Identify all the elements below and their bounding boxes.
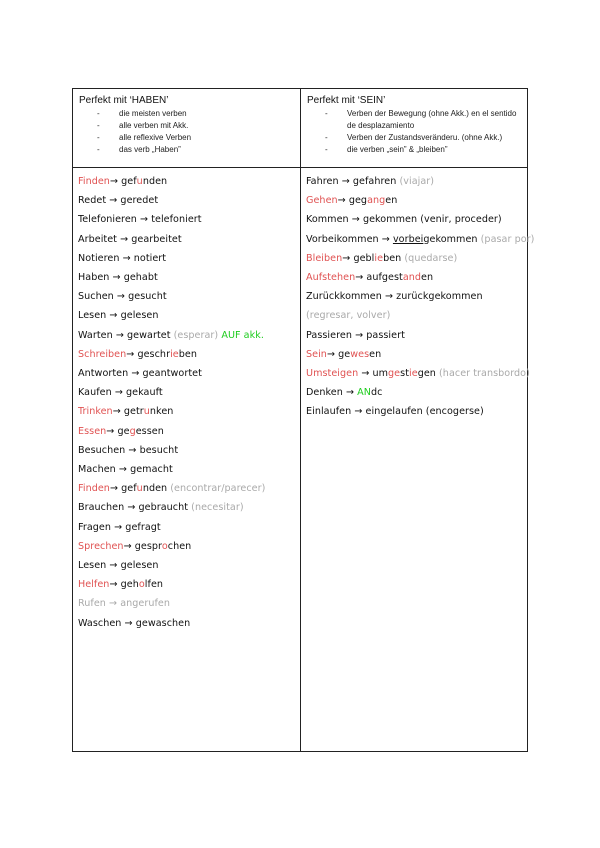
verb-text-segment: en: [421, 272, 434, 284]
verb-text-segment: en: [385, 195, 398, 207]
verb-text-segment: (quedarse): [404, 252, 458, 264]
verb-entry: [78, 210, 295, 229]
verb-text-segment: Umsteigen: [306, 368, 359, 380]
perfekt-table: [72, 88, 535, 752]
verb-entry: [306, 268, 522, 287]
verb-text-segment: u: [136, 176, 143, 187]
sein-verbs-cell: [301, 168, 535, 752]
verb-text-segment: Telefonieren → telefoniert: [78, 214, 202, 226]
verb-text-segment: (pasar por): [480, 233, 535, 245]
verb-text-segment: → geschr: [126, 348, 171, 360]
verb-text-segment: wes: [350, 348, 370, 360]
verb-text-segment: Notieren → notiert: [78, 252, 167, 264]
verb-text-segment: Machen → gemacht: [78, 464, 173, 476]
sein-rule: - Verben der Bewegung (ohne Akk.) en el sentido de desplazamiento: [325, 109, 517, 130]
body-row: [73, 168, 528, 752]
verb-text-segment: Zurückkommen → zurückgekommen: [306, 291, 483, 303]
verb-text-segment: Schreiben: [78, 348, 127, 360]
haben-verbs-cell: [73, 168, 301, 752]
verb-text-segment: Fragen → gefragt: [78, 521, 161, 533]
verb-text-segment: essen: [135, 425, 164, 437]
verb-text-segment: Essen: [78, 425, 107, 437]
haben-rules-list: [79, 108, 294, 156]
verb-entry: [306, 402, 522, 421]
verb-text-segment: Haben → gehabt: [78, 272, 158, 284]
verb-entry: [78, 441, 295, 460]
verb-text-segment: chen: [167, 540, 192, 552]
verb-entry: [78, 249, 295, 268]
verb-text-segment: Rufen → angerufen: [78, 598, 170, 610]
verb-text-segment: o: [161, 540, 168, 552]
haben-title: Perfekt mit ‘HABEN’: [79, 95, 169, 106]
verb-entry: [306, 326, 522, 345]
verb-text-segment: Kaufen → gekauft: [78, 387, 163, 399]
verb-text-segment: Vorbeikommen →: [306, 233, 393, 245]
verb-text-segment: Besuchen → besucht: [78, 444, 179, 456]
verb-entry: [78, 383, 295, 402]
verb-entry: [78, 575, 295, 594]
haben-rule: - alle verben mit Akk.: [97, 121, 189, 130]
header-row: [73, 89, 528, 168]
verb-text-segment: → gef: [109, 483, 137, 495]
verb-text-segment: nden: [142, 176, 168, 187]
verb-entry: [78, 594, 295, 613]
sein-title: Perfekt mit ‘SEIN’: [307, 95, 386, 106]
verb-text-segment: Sein: [306, 348, 327, 360]
verb-text-segment: Gehen: [306, 195, 338, 207]
verb-text-segment: Suchen → gesucht: [78, 291, 167, 303]
verb-entry: [78, 460, 295, 479]
verb-text-segment: ben: [178, 348, 197, 360]
haben-rule: - das verb „Haben”: [97, 145, 181, 154]
verb-text-segment: Denken →: [306, 387, 358, 399]
verb-entry: [78, 556, 295, 575]
verb-text-segment: AN: [357, 387, 371, 399]
verb-text-segment: Warten → gewartet: [78, 329, 174, 341]
verb-entry: [78, 479, 295, 498]
verb-entry: [78, 402, 295, 421]
verb-text-segment: (encontrar/parecer): [170, 483, 266, 495]
verb-entry: [78, 230, 295, 249]
sein-header-cell: [301, 89, 528, 168]
verb-text-segment: Aufstehen: [306, 272, 356, 284]
verb-text-segment: Bleiben: [306, 252, 343, 264]
verb-text-segment: u: [136, 483, 143, 495]
verb-text-segment: ie: [374, 252, 384, 264]
verb-entry: [78, 306, 295, 325]
verb-text-segment: Arbeitet → gearbeitet: [78, 233, 182, 245]
haben-rule: - alle reflexive Verben: [97, 133, 192, 142]
verb-text-segment: ge: [388, 368, 401, 380]
verb-entry: [78, 422, 295, 441]
verb-text-segment: dc: [371, 387, 383, 399]
verb-text-segment: (viajar): [399, 176, 435, 187]
verb-text-segment: Waschen → gewaschen: [78, 617, 191, 629]
verb-text-segment: nken: [149, 406, 174, 418]
verb-text-segment: Passieren → passiert: [306, 329, 405, 341]
verb-text-segment: (regresar, volver): [306, 310, 391, 322]
verb-text-segment: u: [143, 406, 150, 418]
verb-text-segment: en: [369, 348, 382, 360]
haben-verb-list: [73, 168, 300, 633]
verb-text-segment: Lesen → gelesen: [78, 560, 159, 572]
verb-text-segment: AUF akk.: [218, 329, 264, 341]
verb-text-segment: lfen: [144, 579, 164, 591]
verb-text-segment: Finden: [78, 176, 110, 187]
verb-entry: [78, 287, 295, 306]
verb-entry: [78, 614, 295, 633]
verb-text-segment: gekommen: [423, 233, 481, 245]
verb-text-segment: st: [400, 368, 410, 380]
verb-text-segment: Einlaufen → eingelaufen (encogerse): [306, 406, 484, 418]
verb-text-segment: Fahren → gefahren: [306, 176, 400, 187]
verb-text-segment: ang: [367, 195, 386, 207]
verb-text-segment: → ge: [106, 425, 130, 437]
verb-text-segment: Finden: [78, 483, 110, 495]
verb-entry: [78, 345, 295, 364]
verb-text-segment: → getr: [112, 406, 144, 418]
verb-text-segment: and: [402, 272, 422, 284]
verb-entry: [306, 230, 535, 249]
verb-entry: [78, 268, 295, 287]
verb-text-segment: Lesen → gelesen: [78, 310, 159, 322]
verb-text-segment: (hacer transbordo): [439, 368, 530, 380]
verb-entry: [78, 326, 295, 345]
verb-entry: [78, 518, 295, 537]
sein-rule: - die verben „sein” & „bleiben”: [325, 145, 448, 154]
haben-header-cell: [73, 89, 301, 168]
haben-rule: - die meisten verben: [97, 109, 187, 118]
verb-entry: [78, 191, 295, 210]
verb-text-segment: Brauchen → gebraucht: [78, 502, 192, 514]
verb-text-segment: → gebl: [342, 252, 375, 264]
verb-text-segment: Helfen: [78, 579, 110, 591]
verb-text-segment: o: [138, 579, 145, 591]
verb-text-segment: → geh: [109, 579, 139, 591]
verb-entry: [78, 498, 295, 517]
verb-text-segment: Sprechen: [78, 540, 124, 552]
sein-rules-list: [307, 108, 521, 156]
verb-text-segment: Trinken: [78, 406, 113, 418]
verb-entry: [306, 383, 522, 402]
verb-text-segment: → ge: [326, 348, 351, 360]
verb-entry: [78, 364, 295, 383]
verb-entry: [306, 364, 530, 383]
verb-text-segment: vorbei: [392, 233, 424, 245]
sein-rule: - Verben der Zustandsveränderu. (ohne Akk.): [325, 133, 503, 142]
verb-text-segment: (esperar): [173, 329, 219, 341]
verb-text-segment: g: [129, 425, 136, 437]
verb-text-segment: → gef: [109, 176, 137, 187]
verb-entry: [306, 287, 522, 325]
verb-text-segment: Redet → geredet: [78, 195, 159, 207]
verb-entry: [306, 345, 522, 364]
verb-entry: [78, 537, 295, 556]
verb-text-segment: (necesitar): [191, 502, 244, 514]
verb-text-segment: ie: [409, 368, 418, 380]
verb-entry: [78, 172, 295, 191]
verb-entry: [306, 210, 522, 229]
verb-text-segment: → gespr: [123, 540, 162, 552]
verb-entry: [306, 191, 522, 210]
sein-verb-list: [301, 168, 535, 422]
verb-text-segment: ben: [383, 252, 405, 264]
verb-text-segment: Kommen → gekommen (venir, proceder): [306, 214, 502, 226]
verb-text-segment: ie: [170, 348, 179, 360]
verb-text-segment: nden: [142, 483, 171, 495]
verb-text-segment: → geg: [337, 195, 368, 207]
verb-entry: [306, 249, 522, 268]
verb-text-segment: → um: [358, 368, 389, 380]
verb-text-segment: gen: [417, 368, 440, 380]
verb-entry: [306, 172, 522, 191]
verb-text-segment: → aufgest: [355, 272, 403, 284]
verb-text-segment: Antworten → geantwortet: [78, 368, 202, 380]
